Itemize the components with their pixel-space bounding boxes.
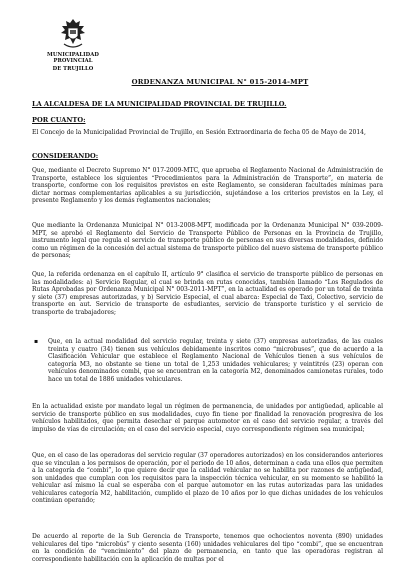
bullet-mark: ▪ [34, 338, 39, 345]
paragraph-4: Que, en la actual modalidad del servicio regular, treinta y siete (37) empresas autorizadas, de las cuales treinta y cuatro (34) tienen sus vehículos debidamente inscritos como “microbuses”, que de acuerdo a la Clasificación Vehicular que establece el Reglamento Nacional de Vehículos tienen a sus vehículos de categoría M3, no obstante se tiene un total de 1,253 unidades vehiculares; y veintitrés (23) operan con vehículos denominados combi, que se encuentran en la categoría M2, denominados camionetas rurales, todo hace un total de 1886 unidades vehiculares. [48, 338, 383, 383]
addressee-heading: LA ALCALDESA DE LA MUNICIPALIDAD PROVINCIAL DE TRUJILLO. [32, 100, 287, 108]
paragraph-2: Que mediante la Ordenanza Municipal N° 013-2008-MPT, modificada por la Ordenanza Municipal N° 039-2009-MPT, se aprobó el Reglamento del Servicio de Transporte Público de Personas en la Provincia de Trujillo, instrumento legal que regula el servicio de transporte público de personas en sus diversas modalidades, definido como un régimen de la concesión del actual sistema de transporte público del nuevo sistema de transporte público de personas; [32, 222, 383, 259]
por-cuanto-heading: POR CUANTO: [32, 116, 86, 124]
paragraph-3: Que, la referida ordenanza en el capítulo II, artículo 9° clasifica el servicio de transporte público de personas en las modalidades: a) Servicio Regular, el cual se brinda en rutas conocidas, también llamado “Los Regulados de Rutas Aprobadas por Ordenanza Municipal N° 003-2011-MPT”, en la actualidad es operado por un total de treinta y siete (37) empresas autorizadas, y b) Servicio Especial, el cual abarca: Especial de Taxi, Colectivo, servicio de transporte en aut. Servicio de transporte de estudiantes, servicio de transporte turístico y el servicio de transporte de trabajadores; [32, 271, 383, 316]
paragraph-1: Que, mediante el Decreto Supremo N° 017-2009-MTC, que aprueba el Reglamento Nacional de Administración de Transporte, establece los siguientes “Procedimientos para la Administración de Transporte”, en materia de transporte, conforme con los requisitos previstos en este Reglamento, se consideran facultades mínimas para dictar normas complementarias aplicables a su jurisdicción, sujetándose a los criterios previstos en la Ley, el presente Reglamento y los demás reglamentos nacionales; [32, 167, 383, 204]
paragraph-7: De acuerdo al reporte de la Sub Gerencia de Transporte, tenemos que ochocientos noventa (890) unidades vehiculares del tipo “microbús” y ciento sesenta (160) unidades vehiculares del tipo “combi”, que se encuentran en la condición de “vencimiento” del plazo de permanencia, en tanto que las operadoras registran al correspondiente habilitación con la aplicación de multas por el [32, 533, 383, 563]
paragraph-5: En la actualidad existe por mandato legal un régimen de permanencia, de unidades por antigüedad, aplicable al servicio de transporte público en sus modalidades, cuyo fin tiene por finalidad la renovación progresiva de los vehículos habilitados, que permita desechar el parque automotor en el caso del servicio regular, a través del impulso de vías de circulación; en el caso del servicio especial, cuyo correspondiente régimen sea municipal; [32, 403, 383, 433]
coat-of-arms-icon [58, 18, 88, 50]
institution-name-line1: MUNICIPALIDAD PROVINCIAL [47, 52, 99, 64]
ordinance-title: ORDENANZA MUNICIPAL N° 015-2014-MPT [131, 78, 309, 86]
paragraph-6: Que, en el caso de las operadoras del servicio regular (37 operadores autorizados) en los considerandos anteriores que se vinculan a los permisos de operación, por el periodo de 10 años, determinan a cada una ellos que permiten a la categoría de “combi”, lo que quiere decir que la calidad vehicular no se habilita por razones de antigüedad, son unidades que cumplan con los requisitos para la inspección técnica vehicular, en su momento se habilitó la vehicular así mismo la cual se esperaba con el parque automotor en las rutas autorizadas para las unidades vehiculares categoría M2, habilitación, cumplido el plazo de 10 años por lo que dichas unidades de los vehículos continúan operando; [32, 452, 383, 504]
considerando-heading: CONSIDERANDO: [32, 152, 99, 160]
institution-name-line2: DE TRUJILLO [52, 66, 94, 72]
intro-paragraph: El Concejo de la Municipalidad Provincial de Trujillo, en Sesión Extraordinaria de fecha 05 de Mayo de 2014, [32, 129, 366, 136]
header-crest [40, 18, 106, 72]
